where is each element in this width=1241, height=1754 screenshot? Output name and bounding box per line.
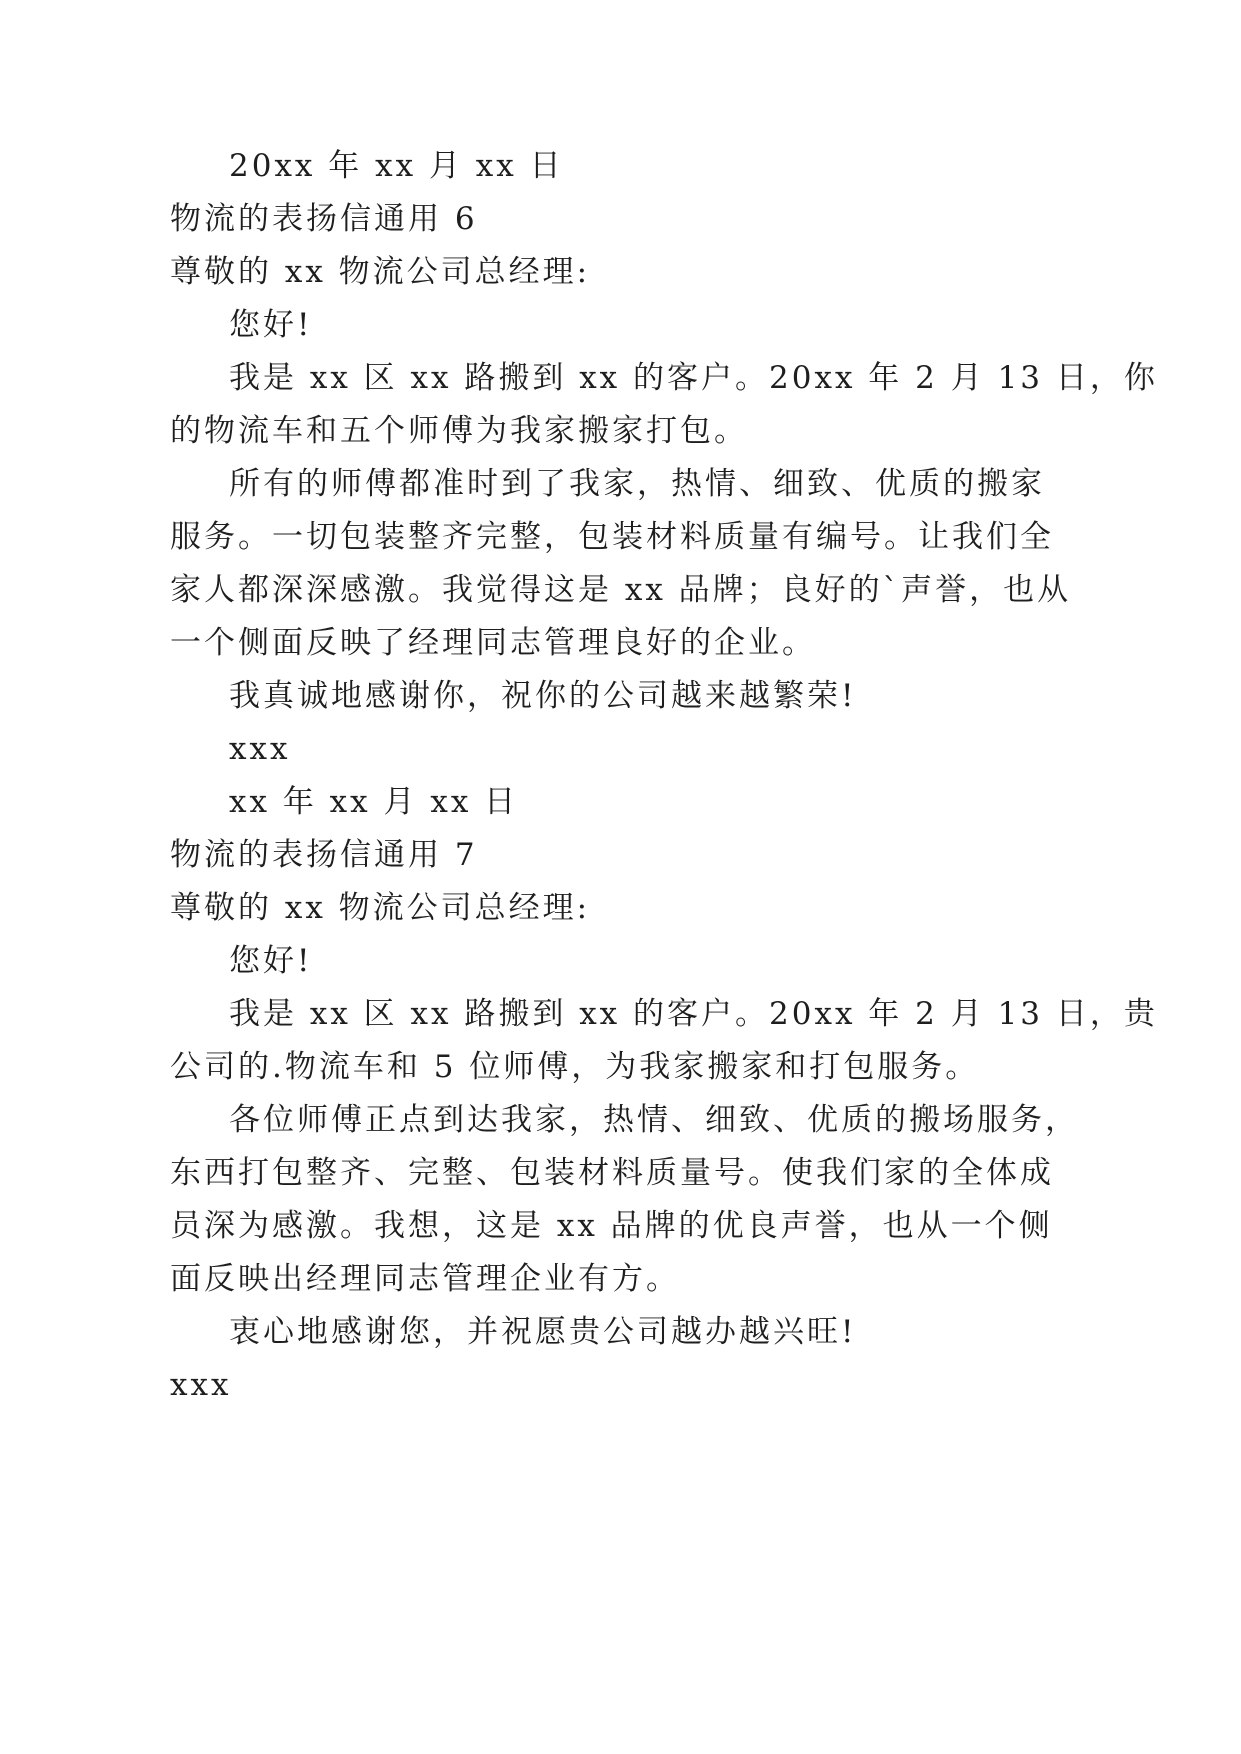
letter7-paragraph2-line4: 面反映出经理同志管理企业有方。 bbox=[170, 1261, 680, 1297]
letter6-paragraph1-line2: 的物流车和五个师傅为我家搬家打包。 bbox=[170, 413, 748, 449]
letter6-paragraph2-line1: 所有的师傅都准时到了我家，热情、细致、优质的搬家 bbox=[229, 466, 1045, 502]
letter6-paragraph1-line1: 我是 xx 区 xx 路搬到 xx 的客户。20xx 年 2 月 13 日，你 bbox=[229, 360, 1158, 396]
letter7-paragraph1-line1: 我是 xx 区 xx 路搬到 xx 的客户。20xx 年 2 月 13 日，贵 bbox=[229, 996, 1158, 1032]
letter6-salutation: 尊敬的 xx 物流公司总经理: bbox=[170, 254, 591, 290]
letter6-signature: xxx bbox=[229, 731, 291, 767]
letter7-salutation: 尊敬的 xx 物流公司总经理: bbox=[170, 890, 591, 926]
letter7-paragraph2-line1: 各位师傅正点到达我家，热情、细致、优质的搬场服务， bbox=[229, 1102, 1079, 1138]
letter6-date-top: 20xx 年 xx 月 xx 日 bbox=[229, 148, 564, 184]
letter6-date: xx 年 xx 月 xx 日 bbox=[229, 784, 519, 820]
letter7-signature: xxx bbox=[170, 1367, 232, 1403]
letter7-paragraph2-line3: 员深为感激。我想，这是 xx 品牌的优良声誉，也从一个侧 bbox=[170, 1208, 1053, 1244]
letter7-title: 物流的表扬信通用 7 bbox=[170, 837, 478, 873]
letter7-paragraph1-line2: 公司的.物流车和 5 位师傅，为我家搬家和打包服务。 bbox=[170, 1049, 980, 1085]
letter7-paragraph3: 衷心地感谢您，并祝愿贵公司越办越兴旺! bbox=[229, 1314, 857, 1350]
letter6-paragraph2-line2: 服务。一切包装整齐完整，包装材料质量有编号。让我们全 bbox=[170, 519, 1054, 555]
letter7-paragraph2-line2: 东西打包整齐、完整、包装材料质量号。使我们家的全体成 bbox=[170, 1155, 1054, 1191]
letter6-title: 物流的表扬信通用 6 bbox=[170, 201, 478, 237]
letter7-greeting: 您好! bbox=[229, 943, 313, 979]
letter6-paragraph2-line3: 家人都深深感激。我觉得这是 xx 品牌；良好的`声誉，也从 bbox=[170, 572, 1072, 608]
letter6-paragraph2-line4: 一个侧面反映了经理同志管理良好的企业。 bbox=[170, 625, 816, 661]
letter6-paragraph3: 我真诚地感谢你，祝你的公司越来越繁荣! bbox=[229, 678, 857, 714]
letter6-greeting: 您好! bbox=[229, 307, 313, 343]
